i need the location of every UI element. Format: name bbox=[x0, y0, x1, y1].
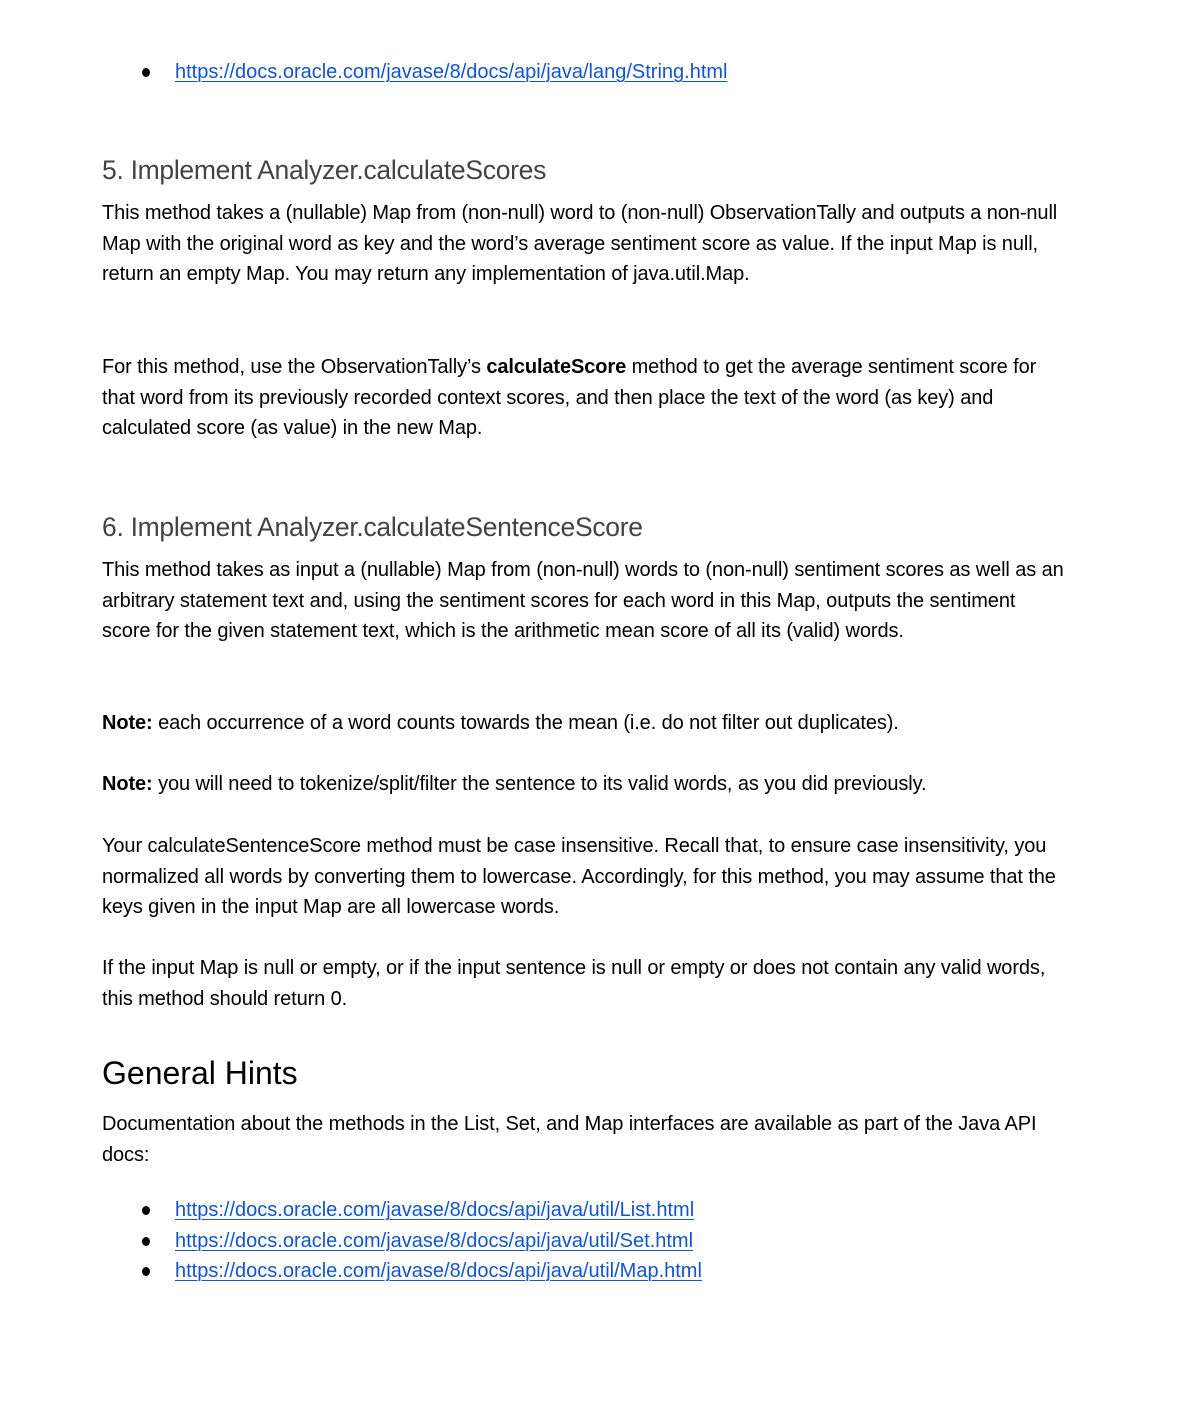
bullet-icon bbox=[142, 1206, 150, 1215]
general-hints-heading: General Hints bbox=[102, 1055, 298, 1091]
section-6-heading: 6. Implement Analyzer.calculateSentenceScore bbox=[102, 512, 643, 542]
map-docs-link[interactable]: https://docs.oracle.com/javase/8/docs/api/java/util/Map.html bbox=[175, 1260, 702, 1282]
note-label: Note: bbox=[102, 712, 153, 734]
section-5-paragraph-1: This method takes a (nullable) Map from (non-null) word to (non-null) ObservationTally and outputs a non-null Map with the original word as key and the word’s average sentiment score as value. If the input Map is null, return an empty Map. You may return any implementation of java.util.Map. bbox=[102, 202, 1058, 285]
list-docs-link[interactable]: https://docs.oracle.com/javase/8/docs/api/java/util/List.html bbox=[175, 1199, 695, 1221]
section-6-paragraph-1: This method takes as input a (nullable) Map from (non-null) words to (non-null) sentiment scores as well as an arbitrary statement text and, using the sentiment scores for each word in this Map, outputs the sentiment score for the given statement text, which is the arithmetic mean score of all its (valid) words. bbox=[102, 559, 1064, 642]
general-hints-paragraph: Documentation about the methods in the List, Set, and Map interfaces are available as part of the Java API docs: bbox=[102, 1113, 1037, 1166]
section-6-paragraph-3: If the input Map is null or empty, or if the input sentence is null or empty or does not contain any valid words, this method should return 0. bbox=[102, 957, 1046, 1010]
string-docs-link[interactable]: https://docs.oracle.com/javase/8/docs/api/java/lang/String.html bbox=[175, 61, 728, 83]
text: For this method, use the ObservationTally’s bbox=[102, 356, 487, 378]
section-6-note-1 bbox=[102, 708, 1067, 739]
note-text: you will need to tokenize/split/filter the sentence to its valid words, as you did previously. bbox=[152, 773, 927, 795]
bullet-icon bbox=[142, 68, 150, 77]
section-5-paragraph-2 bbox=[102, 352, 1067, 444]
note-text: each occurrence of a word counts towards the mean (i.e. do not filter out duplicates). bbox=[152, 712, 899, 734]
section-6-paragraph-2: Your calculateSentenceScore method must be case insensitive. Recall that, to ensure case insensitivity, you normalized all words by converting them to lowercase. Accordingly, for this method, you may assume that the keys given in the input Map are all lowercase words. bbox=[102, 835, 1056, 918]
bullet-icon bbox=[142, 1267, 150, 1276]
section-5-heading: 5. Implement Analyzer.calculateScores bbox=[102, 155, 547, 185]
bullet-icon bbox=[142, 1237, 150, 1246]
set-docs-link[interactable]: https://docs.oracle.com/javase/8/docs/api/java/util/Set.html bbox=[175, 1229, 694, 1252]
note-label: Note: bbox=[102, 773, 153, 795]
text: method to get the average sentiment score for that word from its previously recorded context scores, and then place the text of the word (as key) and calculated score (as value) in the new Map. bbox=[102, 356, 1037, 439]
section-6-note-2 bbox=[102, 769, 1067, 800]
method-name-bold: calculateScore bbox=[486, 356, 627, 378]
